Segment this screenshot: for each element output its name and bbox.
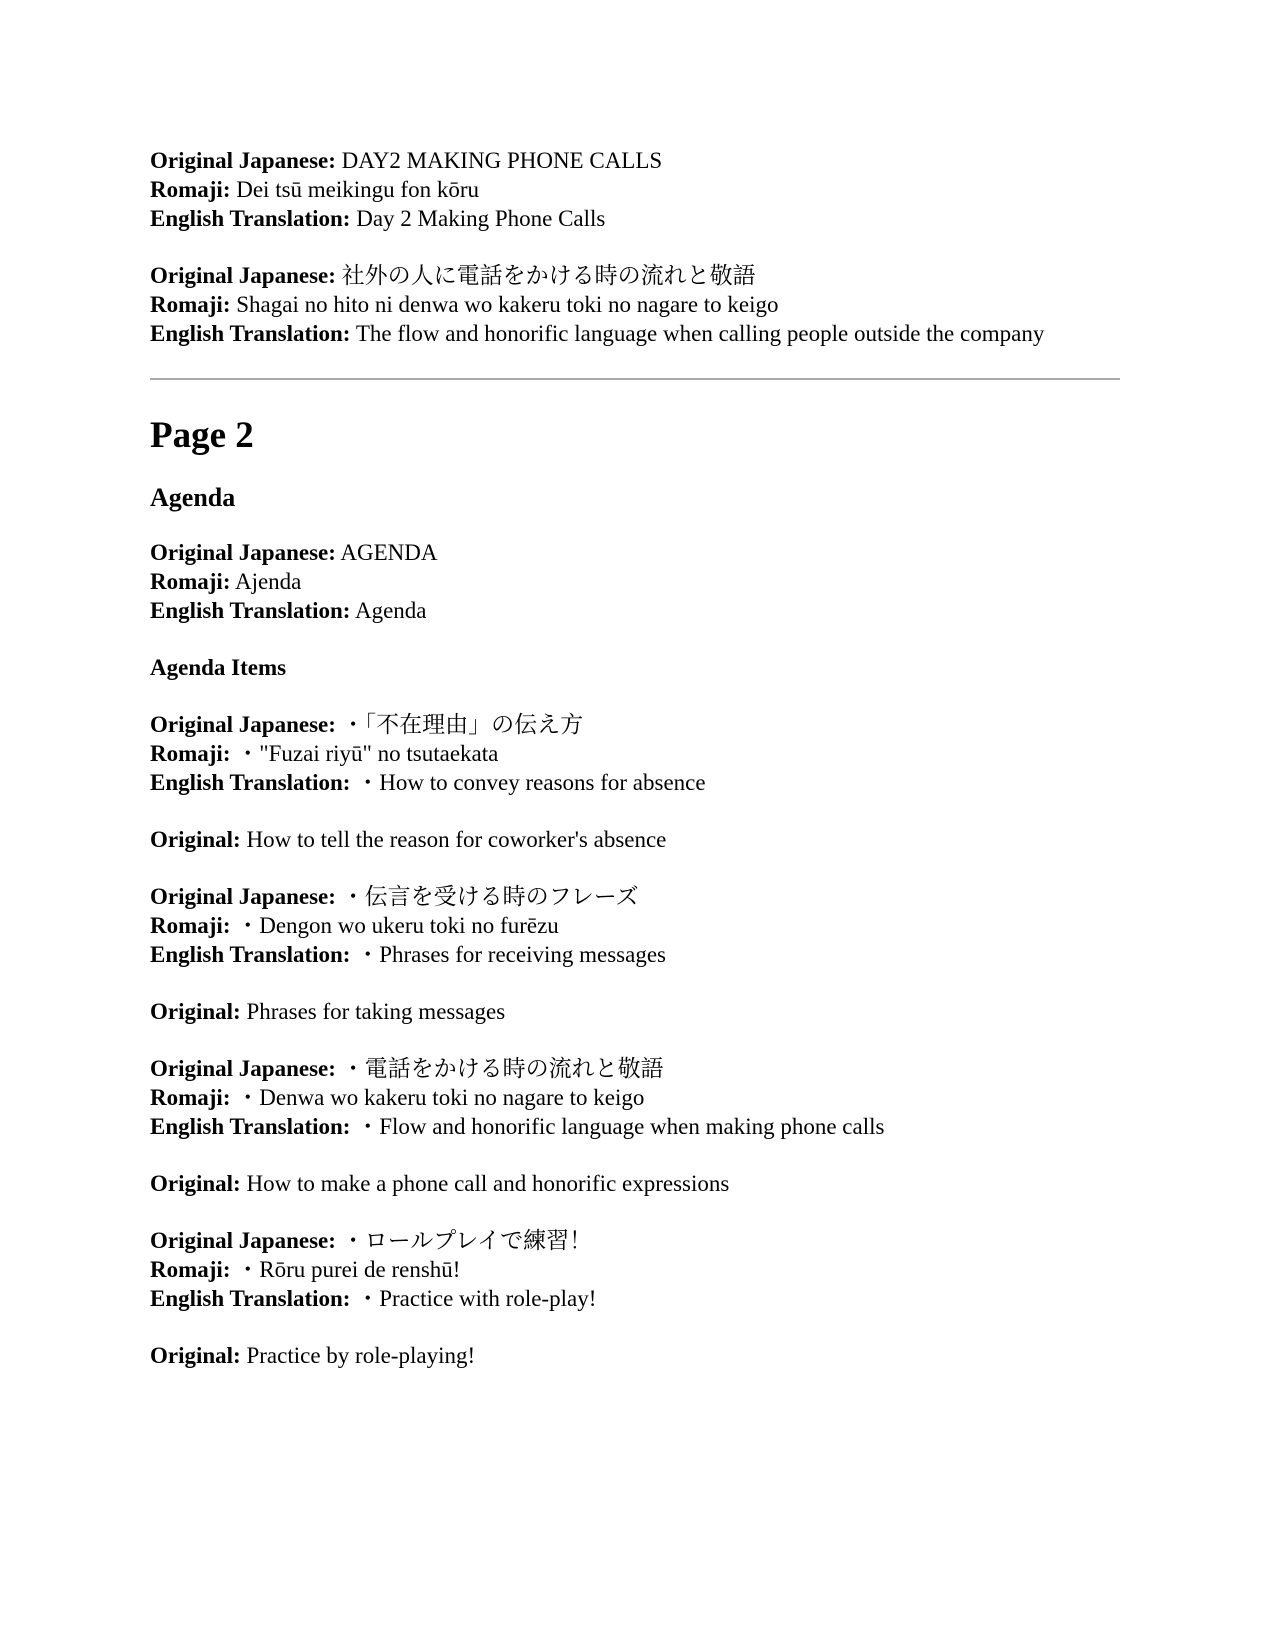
original-text: Practice by role-playing! [246, 1343, 476, 1368]
agenda-block [150, 538, 1130, 625]
original-japanese-text: ・「不在理由」の伝え方 [341, 712, 584, 737]
english-translation-line [150, 1284, 1130, 1313]
original-japanese-text: ・電話をかける時の流れと敬語 [341, 1056, 664, 1081]
romaji-label: Romaji: [150, 569, 231, 594]
original-text: Phrases for taking messages [246, 999, 506, 1024]
romaji-label: Romaji: [150, 1257, 231, 1282]
romaji-text: Dei tsū meikingu fon kōru [236, 177, 479, 202]
original-japanese-text: 社外の人に電話をかける時の流れと敬語 [341, 263, 756, 288]
intro-block-subtitle [150, 261, 1130, 348]
romaji-text: Ajenda [234, 569, 302, 594]
original-japanese-line [150, 1226, 1130, 1255]
romaji-line [150, 290, 1130, 319]
original-label: Original: [150, 999, 241, 1024]
agenda-item [150, 1054, 1130, 1141]
romaji-line [150, 739, 1130, 768]
english-translation-line [150, 1112, 1130, 1141]
original-line [150, 997, 1130, 1026]
agenda-item-original [150, 997, 1130, 1026]
english-translation-text: Agenda [354, 598, 427, 623]
romaji-label: Romaji: [150, 741, 231, 766]
original-japanese-label: Original Japanese: [150, 1056, 336, 1081]
romaji-line [150, 567, 1130, 596]
original-japanese-label: Original Japanese: [150, 1228, 336, 1253]
english-translation-label: English Translation: [150, 598, 351, 623]
original-japanese-label: Original Japanese: [150, 263, 336, 288]
romaji-text: Shagai no hito ni denwa wo kakeru toki no nagare to keigo [236, 292, 779, 317]
english-translation-line [150, 940, 1130, 969]
original-japanese-label: Original Japanese: [150, 712, 336, 737]
original-text: How to tell the reason for coworker's absence [246, 827, 667, 852]
original-japanese-label: Original Japanese: [150, 884, 336, 909]
original-japanese-line [150, 261, 1130, 290]
original-japanese-text: ・ロールプレイで練習！ [341, 1228, 593, 1253]
document-page [150, 146, 1130, 1398]
original-label: Original: [150, 827, 241, 852]
agenda-item [150, 710, 1130, 797]
english-translation-text: The flow and honorific language when calling people outside the company [355, 321, 1045, 346]
section-heading: Agenda [150, 483, 236, 512]
english-translation-label: English Translation: [150, 1286, 351, 1311]
agenda-item-original [150, 825, 1130, 854]
romaji-line [150, 175, 1130, 204]
english-translation-label: English Translation: [150, 770, 351, 795]
original-japanese-line [150, 538, 1130, 567]
original-line [150, 1169, 1130, 1198]
romaji-text: ・Rōru purei de renshū! [236, 1257, 461, 1282]
horizontal-divider [150, 378, 1120, 380]
english-translation-text: ・How to convey reasons for absence [356, 770, 706, 795]
original-japanese-text: ・伝言を受ける時のフレーズ [341, 884, 639, 909]
original-japanese-label: Original Japanese: [150, 148, 336, 173]
romaji-label: Romaji: [150, 292, 231, 317]
original-japanese-line [150, 1054, 1130, 1083]
english-translation-line [150, 204, 1130, 233]
english-translation-label: English Translation: [150, 942, 351, 967]
english-translation-text: ・Practice with role-play! [356, 1286, 597, 1311]
intro-block-title [150, 146, 1130, 233]
original-japanese-line [150, 146, 1130, 175]
romaji-line [150, 1255, 1130, 1284]
english-translation-text: Day 2 Making Phone Calls [356, 206, 606, 231]
romaji-label: Romaji: [150, 1085, 231, 1110]
romaji-text: ・"Fuzai riyū" no tsutaekata [236, 741, 499, 766]
original-line [150, 1341, 1130, 1370]
romaji-line [150, 1083, 1130, 1112]
original-label: Original: [150, 1343, 241, 1368]
english-translation-text: ・Phrases for receiving messages [356, 942, 666, 967]
agenda-item-original [150, 1169, 1130, 1198]
english-translation-label: English Translation: [150, 1114, 351, 1139]
original-japanese-line [150, 710, 1130, 739]
original-label: Original: [150, 1171, 241, 1196]
original-japanese-line [150, 882, 1130, 911]
romaji-label: Romaji: [150, 913, 231, 938]
original-japanese-label: Original Japanese: [150, 540, 336, 565]
original-text: How to make a phone call and honorific expressions [246, 1171, 730, 1196]
romaji-text: ・Denwa wo kakeru toki no nagare to keigo [236, 1085, 645, 1110]
romaji-label: Romaji: [150, 177, 231, 202]
english-translation-text: ・Flow and honorific language when making phone calls [356, 1114, 885, 1139]
original-japanese-text: DAY2 MAKING PHONE CALLS [341, 148, 663, 173]
english-translation-line [150, 768, 1130, 797]
agenda-item-original [150, 1341, 1130, 1370]
english-translation-label: English Translation: [150, 206, 351, 231]
romaji-text: ・Dengon wo ukeru toki no furēzu [236, 913, 559, 938]
agenda-item [150, 882, 1130, 969]
english-translation-label: English Translation: [150, 321, 351, 346]
english-translation-line [150, 319, 1130, 348]
agenda-items-heading: Agenda Items [150, 655, 287, 680]
agenda-item [150, 1226, 1130, 1313]
original-japanese-text: AGENDA [340, 540, 438, 565]
romaji-line [150, 911, 1130, 940]
english-translation-line [150, 596, 1130, 625]
original-line [150, 825, 1130, 854]
page-heading: Page 2 [150, 415, 254, 456]
